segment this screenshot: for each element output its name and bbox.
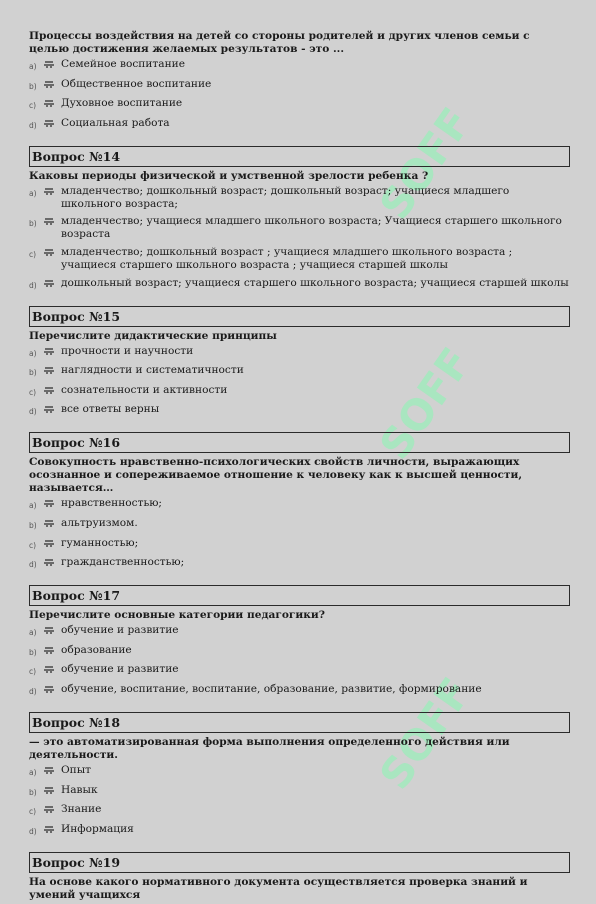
answer-icon	[43, 247, 55, 257]
option-text: гуманностью;	[61, 536, 139, 549]
answer-option[interactable]	[29, 58, 570, 73]
answer-icon	[43, 346, 55, 356]
answer-icon	[43, 404, 55, 414]
option-letter: c)	[29, 249, 37, 259]
answer-option[interactable]	[29, 663, 570, 678]
option-letter: b)	[29, 787, 37, 797]
option-text: нравственностью;	[61, 497, 163, 510]
watermark: SOFF	[370, 668, 481, 799]
option-letter: c)	[29, 667, 37, 677]
question-text: Перечислите дидактические принципы	[29, 329, 277, 342]
option-letter: b)	[29, 520, 37, 530]
question-header: Вопрос №16	[29, 432, 570, 453]
option-text: обучение и развитие	[61, 663, 179, 676]
question-text: Перечислите основные категории педагогики?	[29, 609, 325, 622]
answer-option[interactable]	[29, 384, 570, 399]
option-text: Навык	[61, 783, 98, 796]
answer-icon	[43, 557, 55, 567]
question-block	[29, 306, 570, 419]
answer-option[interactable]	[29, 556, 570, 571]
answer-icon	[43, 98, 55, 108]
option-letter: c)	[29, 540, 37, 550]
answer-icon	[43, 385, 55, 395]
option-text: Знание	[61, 803, 102, 816]
option-text: наглядности и систематичности	[61, 364, 244, 377]
option-text: обучение и развитие	[61, 624, 179, 637]
options-list	[29, 345, 570, 419]
answer-icon	[43, 824, 55, 834]
options-list	[29, 497, 570, 571]
answer-icon	[43, 498, 55, 508]
answer-icon	[43, 518, 55, 528]
options-list	[29, 58, 570, 132]
question-block	[29, 30, 570, 132]
option-text: Семейное воспитание	[61, 58, 185, 70]
question-block	[29, 712, 570, 838]
answer-option[interactable]	[29, 803, 570, 818]
option-letter: a)	[29, 188, 37, 198]
option-text: младенчество; дошкольный возраст ; учащиеся младшего школьного возраста ; учащиеся старшего школьного возраста ; учащиеся старшей школы	[61, 245, 513, 271]
option-letter: d)	[29, 120, 37, 130]
answer-option[interactable]	[29, 683, 570, 698]
answer-option[interactable]	[29, 97, 570, 112]
question-block	[29, 146, 570, 292]
option-letter: a)	[29, 62, 37, 71]
answer-option[interactable]	[29, 78, 570, 93]
option-letter: d)	[29, 686, 37, 696]
answer-option[interactable]	[29, 517, 570, 532]
option-text: все ответы верны	[61, 403, 160, 416]
answer-option[interactable]	[29, 277, 570, 292]
answer-icon	[43, 59, 55, 69]
option-letter: d)	[29, 280, 37, 290]
question-block	[29, 585, 570, 698]
option-letter: a)	[29, 501, 37, 511]
watermark: SOFF	[370, 98, 481, 229]
answer-icon	[43, 804, 55, 814]
option-letter: a)	[29, 767, 37, 777]
question-header: Вопрос №17	[29, 585, 570, 606]
question-text: На основе какого нормативного документа осуществляется проверка знаний и умений учащихся	[29, 875, 528, 901]
answer-icon	[43, 278, 55, 288]
answer-icon	[43, 118, 55, 128]
option-letter: d)	[29, 560, 37, 570]
answer-option[interactable]	[29, 364, 570, 379]
question-text: Каковы периоды физической и умственной зрелости ребенка ?	[29, 169, 429, 182]
options-list	[29, 764, 570, 838]
answer-option[interactable]	[29, 246, 570, 272]
answer-option[interactable]	[29, 215, 570, 241]
answer-option[interactable]	[29, 345, 570, 360]
option-text: Информация	[61, 822, 134, 835]
option-letter: b)	[29, 81, 37, 91]
option-text: сознательности и активности	[61, 383, 228, 396]
option-letter: b)	[29, 368, 37, 378]
question-text: — это автоматизированная форма выполнения определенного действия или деятельности.	[29, 735, 510, 761]
answer-option[interactable]	[29, 497, 570, 512]
question-header: Вопрос №18	[29, 712, 570, 733]
answer-icon	[43, 365, 55, 375]
option-letter: a)	[29, 628, 37, 638]
answer-option[interactable]	[29, 764, 570, 779]
answer-option[interactable]	[29, 784, 570, 799]
question-text: Совокупность нравственно-психологических свойств личности, выражающих осознанное и сопереживаемое отношение к человеку как к высшей ценности, называется…	[29, 456, 523, 495]
answer-option[interactable]	[29, 117, 570, 132]
option-letter: c)	[29, 387, 37, 397]
answer-icon	[43, 79, 55, 89]
answer-option[interactable]	[29, 823, 570, 838]
answer-icon	[43, 186, 55, 196]
question-header: Вопрос №15	[29, 306, 570, 327]
question-text: Процессы воздействия на детей со стороны родителей и других членов семьи с целью достижения желаемых результатов - это ...	[29, 30, 530, 55]
option-letter: c)	[29, 101, 37, 111]
option-text: Духовное воспитание	[61, 97, 183, 110]
answer-icon	[43, 684, 55, 694]
answer-icon	[43, 538, 55, 548]
option-text: альтруизмом.	[61, 516, 138, 529]
answer-option[interactable]	[29, 537, 570, 552]
question-block	[29, 432, 570, 571]
answer-icon	[43, 785, 55, 795]
option-text: Опыт	[61, 763, 92, 776]
answer-option[interactable]	[29, 185, 570, 211]
option-text: образование	[61, 643, 132, 656]
question-block	[29, 852, 570, 902]
options-list	[29, 624, 570, 698]
watermark: SOFF	[370, 338, 481, 469]
answer-icon	[43, 664, 55, 674]
answer-icon	[43, 765, 55, 775]
answer-option[interactable]	[29, 644, 570, 659]
option-letter: b)	[29, 647, 37, 657]
option-text: дошкольный возраст; учащиеся старшего школьного возраста; учащиеся старшей школы	[61, 276, 569, 289]
option-letter: d)	[29, 826, 37, 836]
option-text: младенчество; учащиеся младшего школьного возраста; Учащиеся старшего школьного возраста	[61, 215, 562, 241]
option-letter: a)	[29, 348, 37, 358]
option-text: гражданственностью;	[61, 556, 185, 569]
option-text: обучение, воспитание, воспитание, образование, развитие, формирование	[61, 682, 482, 695]
option-letter: b)	[29, 219, 37, 229]
answer-icon	[43, 625, 55, 635]
option-text: прочности и научности	[61, 344, 194, 357]
option-letter: d)	[29, 407, 37, 417]
test-page	[29, 28, 570, 904]
answer-option[interactable]	[29, 403, 570, 418]
options-list	[29, 185, 570, 292]
answer-icon	[43, 216, 55, 226]
option-text: младенчество; дошкольный возраст; дошкольный возраст; учащиеся младшего школьного возраста;	[61, 184, 510, 210]
answer-option[interactable]	[29, 624, 570, 639]
answer-icon	[43, 645, 55, 655]
option-text: Социальная работа	[61, 116, 170, 129]
question-header: Вопрос №14	[29, 146, 570, 167]
option-text: Общественное воспитание	[61, 77, 212, 90]
question-header: Вопрос №19	[29, 852, 570, 873]
option-letter: c)	[29, 807, 37, 817]
